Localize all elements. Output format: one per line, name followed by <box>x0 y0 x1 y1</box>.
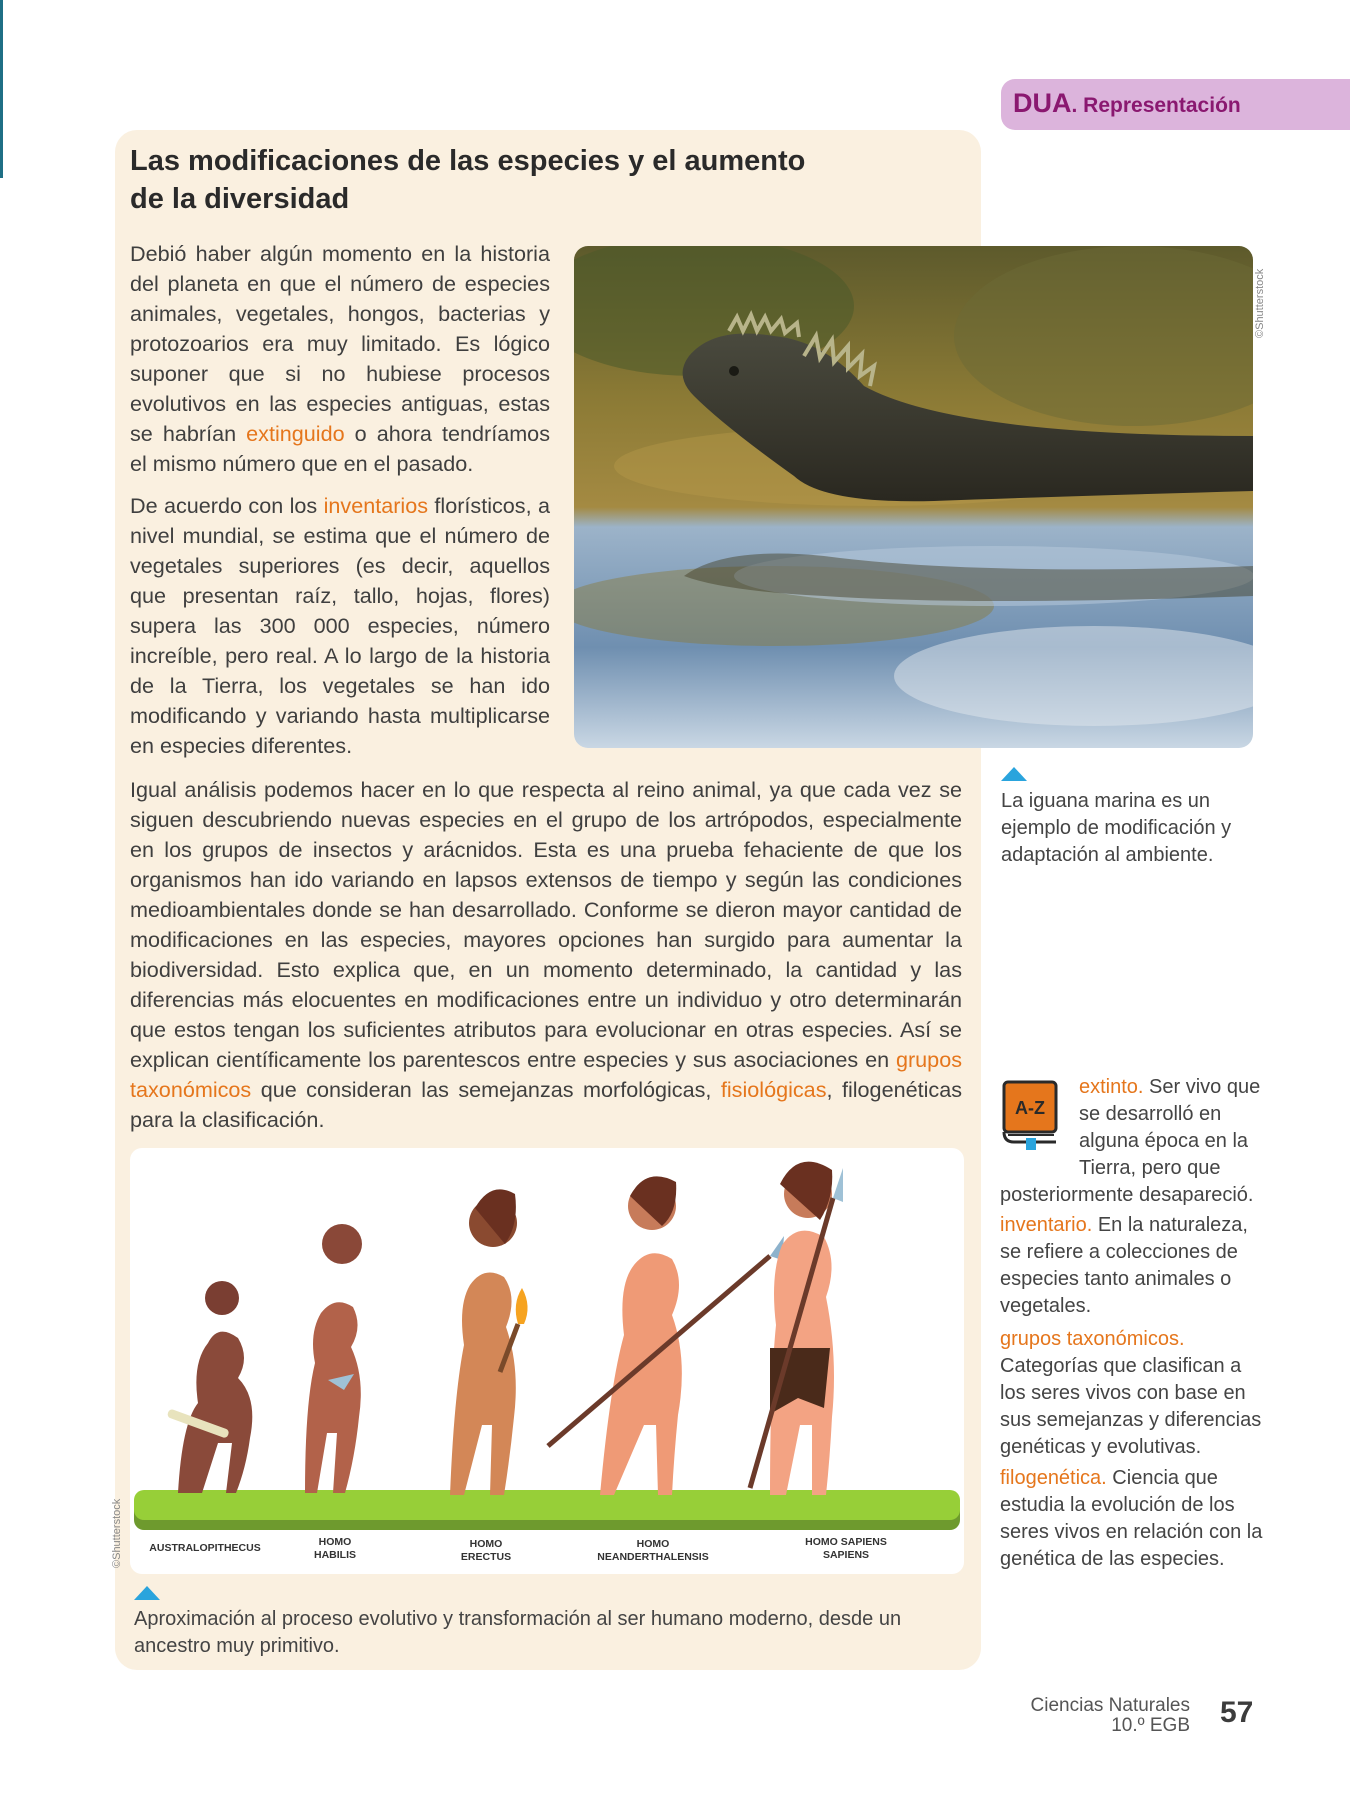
paragraph-1-text-end: o ahora tendríamos el mismo número que en el pasado. <box>130 421 550 476</box>
glossary-entry-inventario <box>1000 1212 1272 1320</box>
paragraph-2-text: De acuerdo con los <box>130 493 324 518</box>
term-inventarios: inventarios <box>323 493 429 518</box>
evolution-caption: Aproximación al proceso evolutivo y transformación al ser humano moderno, desde un ancestro muy primitivo. <box>134 1608 902 1657</box>
label-australopithecus: AUSTRALOPITHECUS <box>149 1542 261 1554</box>
illustration-credit: ©Shutterstock <box>111 1498 123 1568</box>
dua-representation-label: . Representación <box>1071 94 1241 117</box>
iguana-caption: La iguana marina es un ejemplo de modificación y adaptación al ambiente. <box>1001 790 1232 866</box>
glossary-definition: Ciencia que estudia la evolución de los seres vivos en relación con la genética de las especies. <box>1000 1467 1263 1570</box>
paragraph-3-text-middle: que consideran las semejanzas morfológicas, <box>251 1077 721 1102</box>
paragraph-1-text: Debió haber algún momento en la historia del planeta en que el número de especies animales, vegetales, hongos, bacterias y protozoarios era muy limitado. Es lógico suponer que si no hubiese procesos evolutivos en las especies antiguas, estas se habrían <box>130 241 550 446</box>
footer-grade: 10.º EGB <box>1111 1715 1190 1736</box>
dua-banner-text <box>1013 88 1241 119</box>
glossary-definition: se desarrolló en alguna época en la Tierra, pero que posteriormente desapareció. <box>1000 1103 1254 1206</box>
photo-credit: ©Shutterstock <box>1254 268 1266 338</box>
caption-pointer-triangle <box>1001 767 1027 781</box>
paragraph-3-text-end: , filogenéticas para la clasificación. <box>130 1077 962 1132</box>
page-number: 57 <box>1220 1696 1254 1729</box>
marine-iguana-photo <box>574 246 1253 748</box>
homo-sapiens-figure <box>750 1162 843 1495</box>
glossary-icon-label: A-Z <box>1015 1098 1045 1118</box>
caption-pointer-triangle-2 <box>134 1586 160 1600</box>
homo-neanderthalensis-figure <box>548 1176 784 1495</box>
paragraph-3 <box>130 775 962 1135</box>
glossary-term: extinto. <box>1079 1076 1144 1098</box>
glossary-definition-first-line: Ser vivo que <box>1143 1076 1261 1098</box>
glossary-icon-spacer <box>1000 1101 1079 1182</box>
paragraph-1 <box>130 239 550 479</box>
label-homo-sapiens-sapiens: HOMO SAPIENS SAPIENS <box>805 1536 887 1561</box>
marine-iguana-illustration <box>574 246 1253 748</box>
footer-subject: Ciencias Naturales <box>1030 1695 1190 1716</box>
label-homo-habilis: HOMO HABILIS <box>314 1536 356 1561</box>
glossary-definition: Categorías que clasifican a los seres vivos con base en sus semejanzas y diferencias genéticas y evolutivas. <box>1000 1355 1262 1458</box>
glossary-entry-grupos-taxonomicos <box>1000 1326 1272 1461</box>
glossary-term: filogenética. <box>1000 1467 1107 1489</box>
paragraph-2-text-end: florísticos, a nivel mundial, se estima que el número de vegetales superiores (es decir, aquellos que presentan raíz, tallo, hojas, flores) supera las 300 000 especies, número increíble, pero real. A lo largo de la historia de la Tierra, los vegetales se han ido modificando y variando hasta multiplicarse en especies diferentes. <box>130 493 550 758</box>
homo-erectus-figure <box>450 1189 528 1495</box>
australopithecus-figure <box>167 1281 253 1493</box>
paragraph-2 <box>130 491 550 761</box>
term-extinguido: extinguido <box>246 421 345 446</box>
dua-label: DUA <box>1013 88 1072 118</box>
human-evolution-illustration <box>130 1148 964 1574</box>
left-margin-rule <box>0 0 3 178</box>
dua-banner <box>1001 79 1350 130</box>
label-homo-erectus: HOMO ERECTUS <box>460 1538 512 1563</box>
term-grupos-taxonomicos: grupos taxonómicos <box>130 1047 962 1102</box>
glossary-term: grupos taxonómicos. <box>1000 1328 1185 1350</box>
label-homo-neanderthalensis: HOMO NEANDERTHALENSIS <box>597 1538 709 1563</box>
homo-habilis-figure <box>305 1224 362 1493</box>
glossary-entry-filogenetica <box>1000 1465 1272 1573</box>
section-title: Las modificaciones de las especies y el aumento de la diversidad <box>130 145 806 215</box>
glossary-definition: En la naturaleza, se refiere a colecciones de especies tanto animales o vegetales. <box>1000 1214 1248 1317</box>
paragraph-3-text: Igual análisis podemos hacer en lo que respecta al reino animal, ya que cada vez se siguen descubriendo nuevas especies en el grupo de los artrópodos, especialmente en los grupos de insectos y arácnidos. Esta es una prueba fehaciente de que los organismos han ido variando en lapsos extensos de tiempo y según las condiciones medioambientales donde se han desarrollado. Conforme se dieron mayor cantidad de modificaciones en las especies, mayores opciones han surgido para aumentar la biodiversidad. Esto explica que, en un momento determinado, la cantidad y las diferencias más elocuentes en modificaciones entre un individuo y otro determinarán que estos tengan los suficientes atributos para evolucionar en otras especies. Así se explican científicamente los parentescos entre especies y sus asociaciones en <box>130 777 962 1072</box>
glossary-term: inventario. <box>1000 1214 1093 1236</box>
glossary-entry-extinto <box>1000 1074 1272 1209</box>
term-fisiologicas: fisiológicas <box>720 1077 827 1102</box>
human-evolution-figures <box>130 1148 964 1574</box>
